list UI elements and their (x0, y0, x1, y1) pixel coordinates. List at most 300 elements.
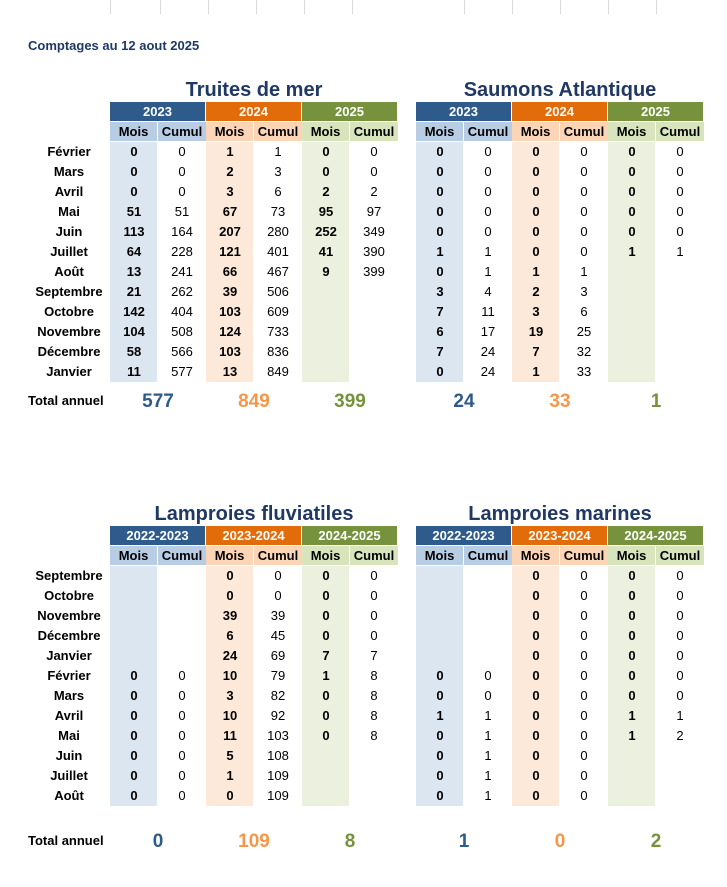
mois-cell: 0 (436, 184, 444, 199)
table-row (28, 746, 708, 766)
mois-cell: 0 (628, 608, 636, 623)
mois-cell: 0 (322, 728, 330, 743)
mois-cell: 0 (436, 364, 444, 379)
cumul-cell (350, 282, 398, 302)
cumul-cell (656, 786, 704, 806)
cumul-cell: 0 (370, 144, 378, 159)
mois-cell (416, 586, 464, 606)
cumul-cell (158, 586, 206, 606)
cumul-cell: 0 (676, 204, 684, 219)
mois-cell: 0 (628, 628, 636, 643)
table-row (28, 706, 708, 726)
month-label: Octobre (44, 304, 94, 319)
month-label: Novembre (37, 324, 101, 339)
mois-cell: 7 (532, 344, 540, 359)
cumul-cell: 1 (580, 264, 588, 279)
total-value: 24 (453, 391, 475, 412)
mois-cell: 0 (628, 588, 636, 603)
mois-cell: 0 (130, 768, 138, 783)
mois-cell (110, 586, 158, 606)
cumul-cell (158, 646, 206, 666)
cumul-cell: 0 (484, 144, 492, 159)
month-label: Avril (54, 708, 84, 723)
cumul-cell: 79 (270, 668, 286, 683)
cumul-cell: 1 (484, 728, 492, 743)
table-row (28, 202, 708, 222)
cumul-cell (656, 262, 704, 282)
cumul-cell (656, 766, 704, 786)
subheader-mois: Mois (608, 546, 655, 565)
cumul-cell: 467 (267, 264, 289, 279)
month-label: Mars (53, 164, 85, 179)
table-title: Truites de mer (185, 79, 323, 101)
cumul-cell (656, 342, 704, 362)
cumul-cell: 0 (580, 788, 588, 803)
cumul-cell: 1 (484, 768, 492, 783)
subheader-cumul: Cumul (560, 546, 608, 565)
mois-cell: 0 (532, 788, 540, 803)
total-label: Total annuel (28, 393, 104, 408)
cumul-cell: 0 (484, 224, 492, 239)
cumul-cell: 164 (171, 224, 193, 239)
cumul-cell: 0 (676, 224, 684, 239)
month-label: Avril (54, 184, 84, 199)
mois-cell (302, 746, 350, 766)
mois-cell (302, 786, 350, 806)
cumul-cell (350, 302, 398, 322)
subheader-mois: Mois (206, 122, 253, 141)
cumul-cell: 0 (580, 568, 588, 583)
mois-cell: 1 (532, 264, 540, 279)
mois-cell: 9 (322, 264, 330, 279)
mois-cell: 0 (532, 688, 540, 703)
cumul-cell (350, 746, 398, 766)
mois-cell: 1 (628, 728, 636, 743)
mois-cell: 0 (532, 608, 540, 623)
mois-cell: 0 (130, 688, 138, 703)
mois-cell: 0 (322, 628, 330, 643)
cumul-cell: 1 (484, 264, 492, 279)
year-header: 2023-2024 (512, 526, 607, 545)
cumul-cell: 2 (676, 728, 684, 743)
mois-cell (416, 606, 464, 626)
cumul-cell (656, 746, 704, 766)
cumul-cell: 0 (178, 184, 186, 199)
year-header: 2024 (206, 102, 301, 121)
cumul-cell: 0 (676, 608, 684, 623)
subheader-mois: Mois (302, 122, 349, 141)
cumul-cell (464, 646, 512, 666)
cumul-cell: 6 (274, 184, 282, 199)
cumul-cell: 0 (676, 164, 684, 179)
cumul-cell (350, 322, 398, 342)
mois-cell: 2 (322, 184, 330, 199)
mois-cell: 0 (532, 728, 540, 743)
year-header: 2024-2025 (302, 526, 397, 545)
cumul-cell (464, 606, 512, 626)
mois-cell (302, 362, 350, 382)
total-value: 849 (238, 391, 270, 412)
cumul-cell: 0 (580, 588, 588, 603)
cumul-cell: 7 (370, 648, 378, 663)
mois-cell: 0 (436, 688, 444, 703)
cumul-cell: 8 (370, 708, 378, 723)
subheader-mois: Mois (416, 122, 463, 141)
mois-cell (608, 766, 656, 786)
subheader-mois: Mois (608, 122, 655, 141)
table-row (28, 566, 708, 586)
mois-cell: 6 (436, 324, 444, 339)
cumul-cell: 8 (370, 668, 378, 683)
subheader-cumul: Cumul (158, 122, 206, 141)
cumul-cell: 108 (267, 748, 289, 763)
total-value: 1 (458, 831, 470, 852)
mois-cell: 0 (130, 728, 138, 743)
mois-cell: 0 (532, 184, 540, 199)
mois-cell: 1 (532, 364, 540, 379)
mois-cell: 19 (528, 324, 544, 339)
mois-cell: 0 (532, 668, 540, 683)
mois-cell: 0 (532, 224, 540, 239)
total-label: Total annuel (28, 833, 104, 848)
cumul-cell: 0 (484, 668, 492, 683)
cumul-cell: 404 (171, 304, 193, 319)
total-value: 33 (549, 391, 571, 412)
cumul-cell: 228 (171, 244, 193, 259)
mois-cell: 3 (436, 284, 444, 299)
mois-cell: 95 (318, 204, 334, 219)
cumul-cell (656, 362, 704, 382)
subheader-mois: Mois (206, 546, 253, 565)
mois-cell: 3 (226, 184, 234, 199)
table-title: Saumons Atlantique (463, 79, 657, 101)
total-value: 2 (650, 831, 662, 852)
cumul-cell: 92 (270, 708, 286, 723)
cumul-cell: 733 (267, 324, 289, 339)
cumul-cell: 0 (580, 144, 588, 159)
mois-cell: 124 (219, 324, 241, 339)
year-header: 2023-2024 (206, 526, 301, 545)
month-label: Décembre (37, 628, 101, 643)
table-row (28, 766, 708, 786)
mois-cell: 0 (628, 568, 636, 583)
mois-cell: 0 (130, 144, 138, 159)
cumul-cell: 45 (270, 628, 286, 643)
mois-cell: 0 (436, 748, 444, 763)
mois-cell: 0 (628, 204, 636, 219)
mois-cell: 0 (322, 144, 330, 159)
mois-cell (416, 566, 464, 586)
mois-cell: 0 (532, 628, 540, 643)
cumul-cell: 0 (676, 648, 684, 663)
mois-cell: 0 (532, 144, 540, 159)
month-label: Mars (53, 688, 85, 703)
year-header: 2022-2023 (110, 526, 205, 545)
table-title: Lamproies marines (468, 503, 652, 525)
mois-cell: 10 (222, 668, 238, 683)
mois-cell: 66 (222, 264, 238, 279)
mois-cell: 1 (628, 244, 636, 259)
month-label: Juillet (50, 768, 88, 783)
cumul-cell: 0 (580, 668, 588, 683)
month-label: Septembre (35, 568, 103, 583)
mois-cell (608, 342, 656, 362)
month-label: Janvier (46, 648, 92, 663)
mois-cell (302, 302, 350, 322)
mois-cell: 0 (436, 768, 444, 783)
cumul-cell: 508 (171, 324, 193, 339)
cumul-cell: 0 (580, 628, 588, 643)
cumul-cell: 390 (363, 244, 385, 259)
table-row (28, 162, 708, 182)
mois-cell: 0 (436, 264, 444, 279)
cumul-cell: 0 (676, 588, 684, 603)
cumul-cell (656, 282, 704, 302)
subheader-mois: Mois (512, 546, 559, 565)
table-row (28, 586, 708, 606)
cumul-cell: 0 (580, 164, 588, 179)
mois-cell (110, 646, 158, 666)
mois-cell: 0 (130, 708, 138, 723)
mois-cell: 103 (219, 344, 241, 359)
cumul-cell (158, 626, 206, 646)
cumul-cell: 0 (484, 204, 492, 219)
mois-cell: 0 (628, 144, 636, 159)
subheader-cumul: Cumul (560, 122, 608, 141)
cumul-cell: 1 (484, 708, 492, 723)
cumul-cell: 0 (178, 144, 186, 159)
mois-cell: 0 (628, 688, 636, 703)
mois-cell: 7 (436, 344, 444, 359)
cumul-cell: 33 (576, 364, 592, 379)
cumul-cell: 73 (270, 204, 286, 219)
year-header: 2023 (416, 102, 511, 121)
mois-cell (110, 566, 158, 586)
cumul-cell: 280 (267, 224, 289, 239)
mois-cell: 121 (219, 244, 241, 259)
cumul-cell: 3 (580, 284, 588, 299)
table-row (28, 646, 708, 666)
table-row (28, 182, 708, 202)
cumul-cell: 8 (370, 688, 378, 703)
mois-cell: 1 (226, 144, 234, 159)
mois-cell: 0 (436, 224, 444, 239)
cumul-cell: 0 (370, 588, 378, 603)
month-label: Janvier (46, 364, 92, 379)
cumul-cell: 2 (370, 184, 378, 199)
subheader-cumul: Cumul (656, 546, 704, 565)
cumul-cell: 0 (580, 688, 588, 703)
subheader-cumul: Cumul (464, 546, 512, 565)
mois-cell: 41 (318, 244, 334, 259)
cumul-cell: 0 (676, 184, 684, 199)
mois-cell: 13 (222, 364, 238, 379)
cumul-cell (158, 566, 206, 586)
table-row (28, 666, 708, 686)
table-row (28, 786, 708, 806)
table-row (28, 222, 708, 242)
cumul-cell: 0 (676, 568, 684, 583)
month-label: Juin (55, 748, 83, 763)
cumul-cell: 0 (580, 728, 588, 743)
cumul-cell: 0 (676, 144, 684, 159)
cumul-cell: 0 (274, 588, 282, 603)
mois-cell: 0 (130, 788, 138, 803)
cumul-cell: 82 (270, 688, 286, 703)
table-row (28, 142, 708, 162)
table-row (28, 282, 708, 302)
mois-cell: 0 (226, 568, 234, 583)
mois-cell: 5 (226, 748, 234, 763)
total-value: 0 (554, 831, 566, 852)
mois-cell (416, 646, 464, 666)
total-value: 577 (142, 391, 174, 412)
mois-cell: 0 (628, 224, 636, 239)
cumul-cell: 262 (171, 284, 193, 299)
mois-cell: 2 (226, 164, 234, 179)
mois-cell (110, 606, 158, 626)
cumul-cell (350, 342, 398, 362)
mois-cell (608, 746, 656, 766)
mois-cell: 207 (219, 224, 241, 239)
mois-cell: 39 (222, 608, 238, 623)
month-label: Février (47, 144, 91, 159)
table-row (28, 262, 708, 282)
mois-cell: 0 (322, 164, 330, 179)
subheader-cumul: Cumul (656, 122, 704, 141)
mois-cell: 0 (226, 788, 234, 803)
cumul-cell: 0 (580, 708, 588, 723)
month-label: Mai (58, 204, 80, 219)
cumul-cell: 0 (484, 164, 492, 179)
cumul-cell: 609 (267, 304, 289, 319)
month-label: Septembre (35, 284, 103, 299)
mois-cell: 1 (436, 708, 444, 723)
cumul-cell: 0 (676, 628, 684, 643)
cumul-cell (158, 606, 206, 626)
mois-cell: 0 (322, 688, 330, 703)
month-label: Octobre (44, 588, 94, 603)
cumul-cell: 103 (267, 728, 289, 743)
cumul-cell: 97 (366, 204, 382, 219)
month-label: Février (47, 668, 91, 683)
cumul-cell: 0 (178, 788, 186, 803)
mois-cell: 1 (436, 244, 444, 259)
table-row (28, 362, 708, 382)
mois-cell: 21 (126, 284, 142, 299)
mois-cell: 0 (322, 588, 330, 603)
mois-cell: 0 (322, 708, 330, 723)
mois-cell: 0 (532, 204, 540, 219)
cumul-cell (350, 362, 398, 382)
year-header: 2025 (302, 102, 397, 121)
cumul-cell: 11 (481, 304, 495, 319)
mois-cell: 0 (628, 668, 636, 683)
mois-cell: 142 (123, 304, 145, 319)
cumul-cell: 0 (274, 568, 282, 583)
mois-cell: 0 (436, 144, 444, 159)
year-header: 2023 (110, 102, 205, 121)
mois-cell: 0 (436, 788, 444, 803)
year-header: 2025 (608, 102, 703, 121)
cumul-cell: 1 (484, 244, 492, 259)
cumul-cell: 24 (480, 344, 496, 359)
mois-cell: 24 (222, 648, 238, 663)
cumul-cell: 6 (580, 304, 588, 319)
mois-cell: 7 (436, 304, 444, 319)
cumul-cell: 0 (178, 748, 186, 763)
cumul-cell: 0 (178, 164, 186, 179)
month-label: Décembre (37, 344, 101, 359)
mois-cell: 13 (126, 264, 142, 279)
table-row (28, 242, 708, 262)
mois-cell: 0 (628, 164, 636, 179)
mois-cell: 7 (322, 648, 330, 663)
cumul-cell (350, 786, 398, 806)
cumul-cell: 849 (267, 364, 289, 379)
mois-cell: 11 (223, 728, 237, 743)
month-label: Août (54, 788, 84, 803)
mois-cell (608, 322, 656, 342)
mois-cell: 64 (126, 244, 142, 259)
mois-cell: 0 (532, 708, 540, 723)
mois-cell: 0 (532, 244, 540, 259)
section-truites-saumons (28, 79, 708, 419)
table-row (28, 686, 708, 706)
mois-cell: 6 (226, 628, 234, 643)
total-value: 8 (344, 831, 356, 852)
subheader-cumul: Cumul (350, 122, 398, 141)
mois-cell (608, 262, 656, 282)
mois-cell (302, 282, 350, 302)
mois-cell (302, 322, 350, 342)
mois-cell: 252 (315, 224, 337, 239)
cumul-cell (656, 322, 704, 342)
month-label: Juin (55, 224, 83, 239)
cumul-cell: 109 (267, 788, 289, 803)
cumul-cell: 3 (274, 164, 282, 179)
table-row (28, 302, 708, 322)
subheader-cumul: Cumul (254, 546, 302, 565)
subheader-cumul: Cumul (254, 122, 302, 141)
cumul-cell: 1 (676, 244, 684, 259)
cumul-cell: 0 (484, 184, 492, 199)
mois-cell: 1 (322, 668, 330, 683)
cumul-cell: 241 (171, 264, 193, 279)
cumul-cell (464, 586, 512, 606)
mois-cell: 0 (532, 164, 540, 179)
cumul-cell: 109 (267, 768, 289, 783)
mois-cell: 39 (222, 284, 238, 299)
mois-cell: 0 (532, 648, 540, 663)
cumul-cell: 836 (267, 344, 289, 359)
cumul-cell: 25 (576, 324, 592, 339)
mois-cell: 0 (628, 648, 636, 663)
mois-cell: 1 (628, 708, 636, 723)
mois-cell: 104 (123, 324, 145, 339)
mois-cell: 0 (436, 728, 444, 743)
table-row (28, 626, 708, 646)
mois-cell: 58 (126, 344, 142, 359)
total-value: 0 (152, 831, 164, 852)
subheader-mois: Mois (416, 546, 463, 565)
cumul-cell: 0 (178, 688, 186, 703)
cumul-cell: 17 (480, 324, 496, 339)
year-header: 2024 (512, 102, 607, 121)
mois-cell: 0 (322, 568, 330, 583)
cumul-cell: 0 (370, 164, 378, 179)
mois-cell: 67 (222, 204, 238, 219)
